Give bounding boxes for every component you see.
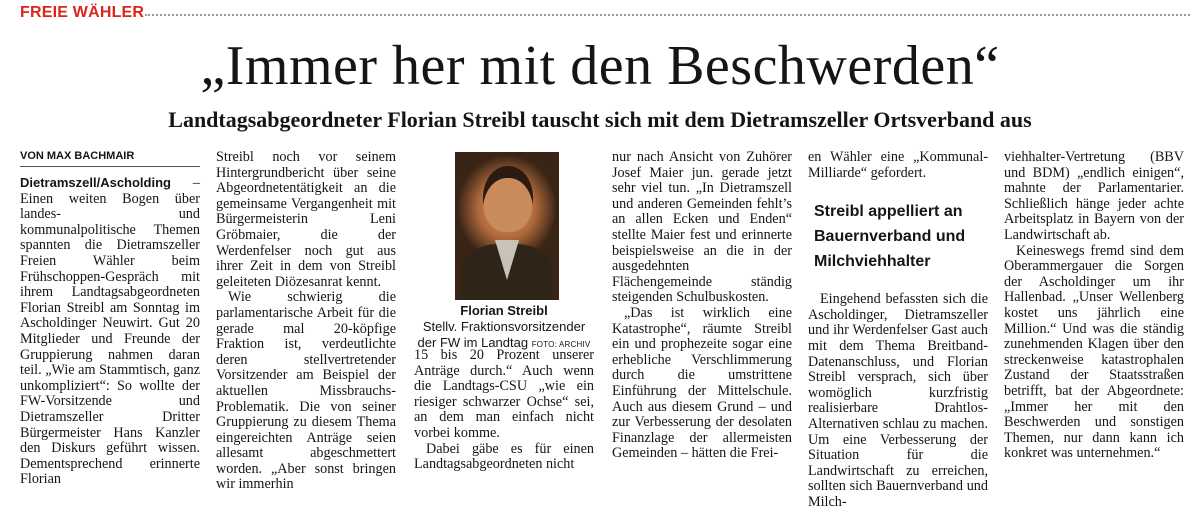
article-column-6 [1004,150,1184,462]
caption-role: Stellv. Fraktionsvorsitzender der FW im Landtag [417,319,586,350]
dotted-rule [145,14,1190,16]
headline: „Immer her mit den Beschwerden“ [200,35,1000,97]
subheadline: Landtagsabgeordneter Florian Streibl tauscht sich mit dem Dietramszeller Ortsverband aus [168,107,1032,132]
article-paragraph: Keineswegs fremd sind dem Oberammergauer die Sorgen der Ascholdinger um ihr Hallenbad. „Unser Wellenberg kostet uns jährlich eine Million.“ Und was die ständig zunehmenden Klagen über den streckenweise katastrophalen Zustand der Staatsstraßen betrifft, bat der Abgeordnete: „Immer her mit den Beschwerden und sonstigen Themen, nur dann kann ich konkret was unternehmen.“ [1004,242,1184,462]
byline: VON MAX BACHMAIR [20,150,200,167]
article-paragraph: 15 bis 20 Prozent unserer Anträge durch.“ Auch wenn die Landtags-CSU „wie ein riesiger schwarzer Ochse“ sei, an dem man einfach nicht vorbei komme. [414,347,594,441]
article-column-1 [20,150,200,488]
article-paragraph: Streibl noch vor seinem Hintergrundbericht über seine Abgeordnetentätigkeit an die gemeinsame Vergangenheit mit Bürgermeisterin Leni Gröbmaier, die der Werdenfelser noch gut aus ihrer Zeit in dem von Streibl geleiteten Diözesanrat kennt. [216,149,396,290]
caption-name: Florian Streibl [460,303,548,318]
article-column-2 [216,150,396,493]
paragraph-text: – Einen weiten Bogen über landes- und kommunalpolitische Themen spannten die Dietramszeller Freien Wähler beim Frühschoppen-Gespräch mit ihrem Landtagsabgeordneten Florian Streibl am Sonntag im Ascholdinger Neuwirt. Gut 20 Mitglieder und Freunde der Gruppierung nahmen daran teil. „Wie am Stammtisch, ganz unkompliziert“: So wollte der FW-Vorsitzende und Dietramszeller Dritter Bürgermeister Hans Kanzler den Diskurs geführt wissen. Dementsprechend erinnerte Florian [20,175,200,488]
photo-credit: FOTO: ARCHIV [531,340,591,349]
article-paragraph: Dabei gäbe es für einen Landtagsabgeordneten nicht [414,440,594,473]
article-column-4 [612,150,792,462]
article-paragraph: „Das ist wirklich eine Katastrophe“, räumte Streibl ein und prophezeite sogar eine erhebliche Verschlimmerung durch die umstrittene Einführung der Mittelschule. Auch aus diesem Grund – und zur Verbesserung der desolaten Finanzlage der allermeisten Gemeinden – hätten die Frei- [612,304,792,462]
article-paragraph: Wie schwierig die parlamentarische Arbeit für die gerade mal 20-köpfige Fraktion ist, verdeutlichte deren stellvertretender Vorsitzender am Beispiel der aktuellen Missbrauchs-Problematik. Die von seiner Gruppierung zu diesem Thema eingereichten Anträge seien allesamt abgeschmettert worden. „Aber sonst bringen wir immerhin [216,289,396,493]
portrait-photo [455,152,559,300]
article-paragraph [20,175,200,488]
article-paragraph: nur nach Ansicht von Zuhörer Josef Maier jun. gerade jetzt sehr viel tun. „In Dietramszell und anderen Gemeinden fehlt’s an allen Ecken und Enden“ stellte Maier fest und erinnerte beispielsweise an die in der ausgedehnten Flächengemeinde ständig steigenden Schulbuskosten. [612,149,792,306]
article-paragraph: en Wähler eine „Kommunal-Milliarde“ gefordert. [808,149,988,181]
article-paragraph: viehhalter-Vertretung (BBV und BDM) „endlich einigen“, mahnte der Parlamentarier. Schließlich hänge jeder achte Arbeitsplatz in Bayern von der Landwirtschaft ab. [1004,149,1184,243]
article-column-3 [414,348,594,473]
article-paragraph: Eingehend befassten sich die Ascholdinger, Dietramszeller und ihr Werdenfelser Gast auch mit dem Thema Breitband-Datenanschluss, und Florian Streibl versprach, sich über womöglich kurzfristig realisierbare Drahtlos-Alternativen schlau zu machen. Um eine Verbesserung der Situation für die Landwirtschaft zu erreichen, sollten sich Bauernverband und Milch- [808,291,988,510]
dateline: Dietramszell/Ascholding [20,175,171,190]
intertitle: Streibl appelliert an Bauernverband und Milchviehhalter [814,203,966,271]
section-kicker: FREIE WÄHLER [20,4,145,21]
photo-caption [414,302,594,353]
article-column-5 [808,150,988,511]
